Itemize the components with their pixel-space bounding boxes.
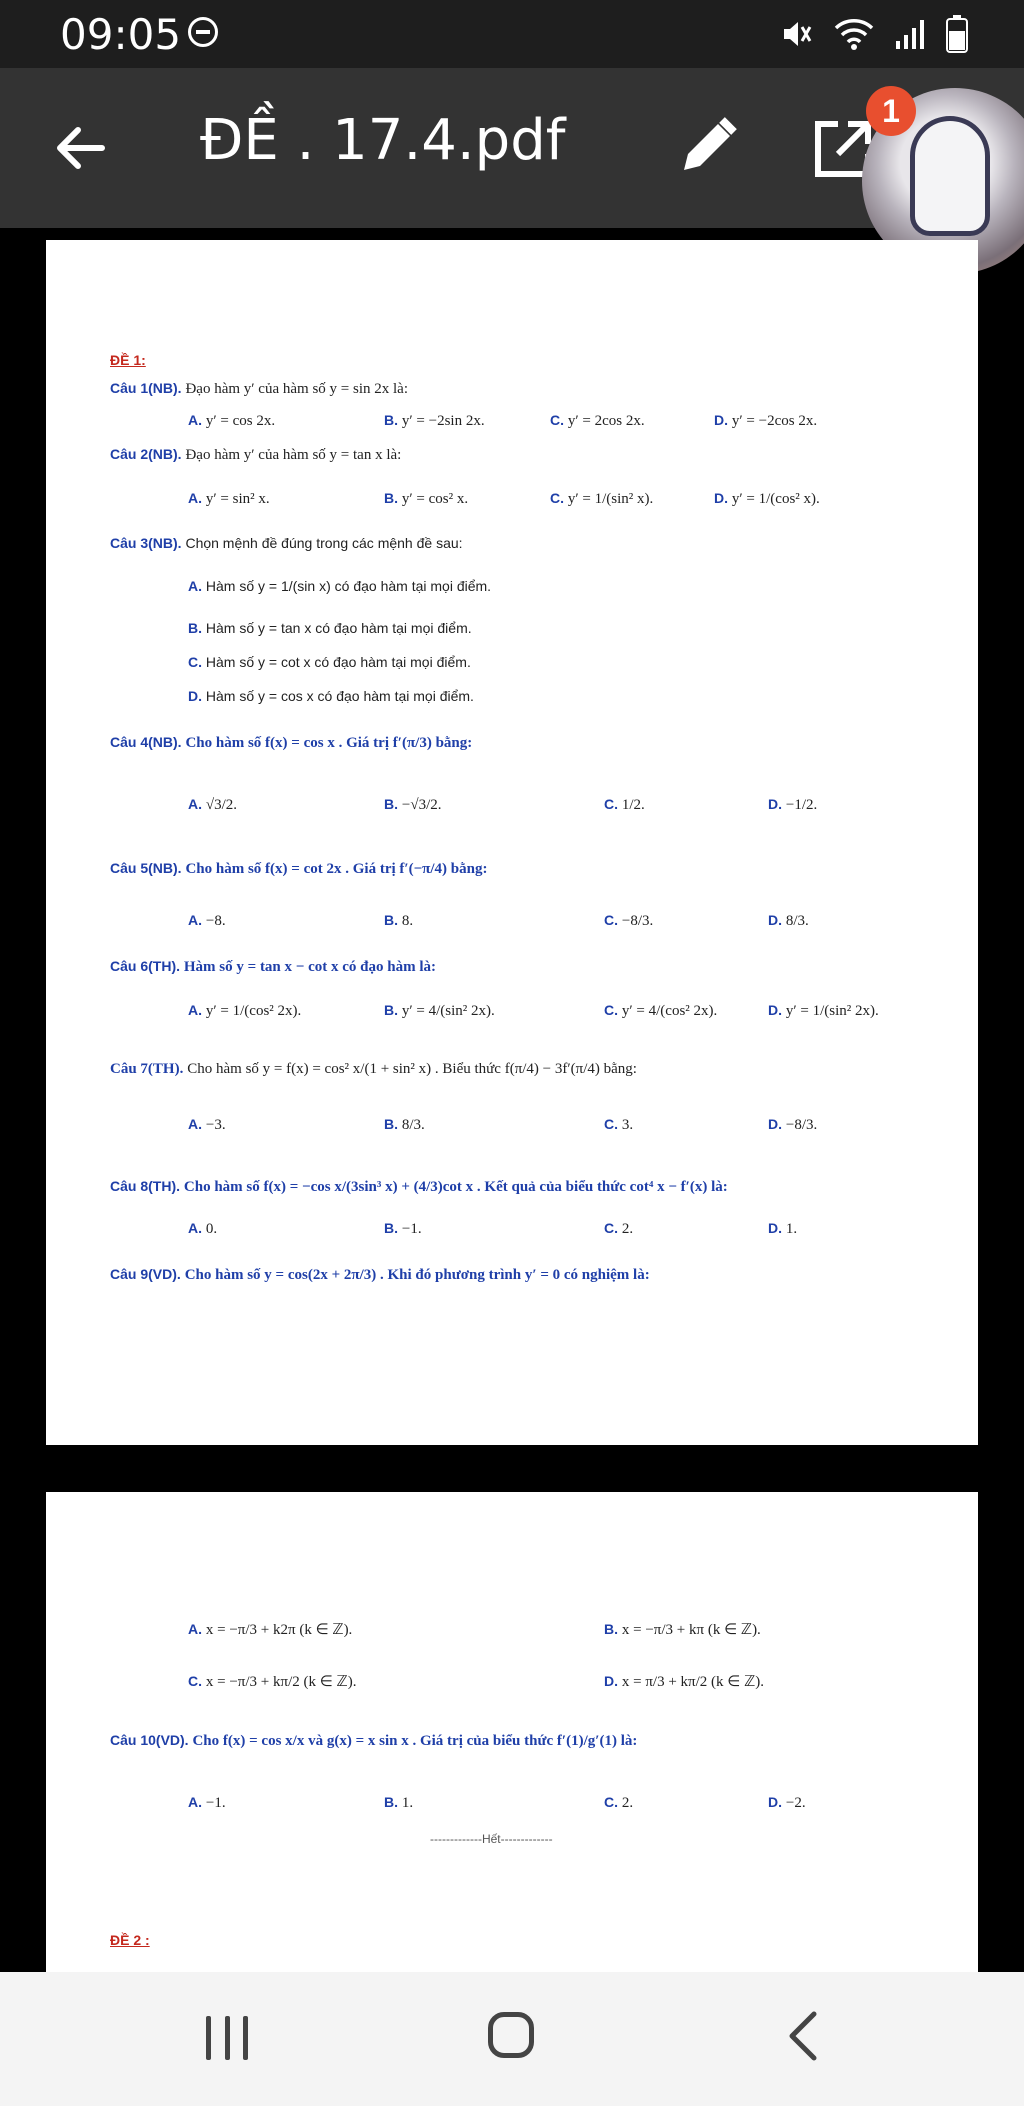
- option-a: A. y′ = cos 2x.: [188, 412, 276, 429]
- option-d: D. x = π/3 + kπ/2 (k ∈ ℤ).: [604, 1673, 765, 1690]
- question-label: Câu 9(VD).: [110, 1266, 181, 1282]
- option-d: D. y′ = −2cos 2x.: [714, 412, 818, 429]
- question-6: [110, 958, 436, 976]
- option-c: C. y′ = 1/(sin² x).: [550, 490, 654, 507]
- question-text: Chọn mệnh đề đúng trong các mệnh đề sau:: [185, 535, 463, 551]
- option-b: B. 1.: [384, 1794, 414, 1811]
- question-label: Câu 2(NB).: [110, 446, 182, 462]
- option-d: D. 1.: [768, 1220, 798, 1237]
- question-text: Đạo hàm y′ của hàm số y = tan x là:: [185, 447, 402, 463]
- question-10: [110, 1732, 637, 1750]
- option-a: A. √3/2.: [188, 796, 238, 813]
- question-text: Cho hàm số f(x) = cos x . Giá trị f′(π/3) bằng:: [185, 735, 473, 751]
- option-c: C. 3.: [604, 1116, 634, 1133]
- option-a: A. Hàm số y = 1/(sin x) có đạo hàm tại mọi điểm.: [188, 578, 492, 594]
- option-c: C. 2.: [604, 1794, 634, 1811]
- option-a: A. −1.: [188, 1794, 226, 1811]
- option-a: A. x = −π/3 + k2π (k ∈ ℤ).: [188, 1621, 353, 1638]
- option-c: C. −8/3.: [604, 912, 654, 929]
- question-text: Cho hàm số y = f(x) = cos² x/(1 + sin² x) . Biểu thức f(π/4) − 3f′(π/4) bằng:: [187, 1061, 637, 1077]
- back-arrow-icon[interactable]: [50, 118, 110, 178]
- mute-icon: [780, 17, 814, 51]
- status-bar: [0, 0, 1024, 68]
- pdf-page-1: [46, 240, 978, 1445]
- option-d: D. y′ = 1/(cos² x).: [714, 490, 820, 507]
- document-title: ĐỀ . 17.4.pdf: [200, 108, 566, 173]
- question-text: Đạo hàm y′ của hàm số y = sin 2x là:: [185, 381, 408, 397]
- question-text: Cho hàm số f(x) = −cos x/(3sin³ x) + (4/3)cot x . Kết quả của biểu thức cot⁴ x − f′(x) là:: [183, 1179, 728, 1195]
- option-d: D. −1/2.: [768, 796, 818, 813]
- question-2: [110, 446, 401, 464]
- option-c: C. x = −π/3 + kπ/2 (k ∈ ℤ).: [188, 1673, 357, 1690]
- option-b: B. 8/3.: [384, 1116, 425, 1133]
- option-a: A. y′ = 1/(cos² 2x).: [188, 1002, 302, 1019]
- option-d: D. 8/3.: [768, 912, 809, 929]
- pencil-icon[interactable]: [672, 112, 742, 182]
- wifi-icon: [832, 16, 876, 52]
- option-d: D. y′ = 1/(sin² 2x).: [768, 1002, 879, 1019]
- question-9: [110, 1266, 650, 1284]
- question-1: [110, 380, 408, 398]
- question-label: Câu 8(TH).: [110, 1178, 180, 1194]
- pdf-page-2: [46, 1492, 978, 1972]
- battery-icon: [946, 15, 968, 53]
- do-not-disturb-icon: [188, 17, 218, 47]
- question-8: [110, 1178, 728, 1196]
- notification-badge: 1: [866, 86, 916, 136]
- option-c: C. y′ = 4/(cos² 2x).: [604, 1002, 718, 1019]
- option-b: B. −√3/2.: [384, 796, 442, 813]
- system-nav-bar: [0, 1972, 1024, 2106]
- option-d: D. −2.: [768, 1794, 806, 1811]
- option-b: B. y′ = 4/(sin² 2x).: [384, 1002, 495, 1019]
- section-heading: ĐỀ 1:: [110, 352, 146, 368]
- option-c: C. Hàm số y = cot x có đạo hàm tại mọi điểm.: [188, 654, 471, 670]
- question-4: [110, 734, 472, 752]
- question-text: Cho hàm số y = cos(2x + 2π/3) . Khi đó phương trình y′ = 0 có nghiệm là:: [184, 1267, 650, 1283]
- question-text: Cho hàm số f(x) = cot 2x . Giá trị f′(−π/4) bằng:: [185, 861, 488, 877]
- question-label: Câu 6(TH).: [110, 958, 180, 974]
- question-5: [110, 860, 487, 878]
- home-icon[interactable]: [488, 2012, 534, 2058]
- option-c: C. 1/2.: [604, 796, 645, 813]
- question-label: Câu 10(VD).: [110, 1732, 189, 1748]
- end-marker: -------------Hết-------------: [430, 1832, 553, 1846]
- option-a: A. −3.: [188, 1116, 226, 1133]
- question-text: Hàm số y = tan x − cot x có đạo hàm là:: [183, 959, 436, 975]
- option-b: B. 8.: [384, 912, 414, 929]
- nav-back-icon[interactable]: [778, 2008, 828, 2064]
- option-d: D. −8/3.: [768, 1116, 818, 1133]
- option-b: B. x = −π/3 + kπ (k ∈ ℤ).: [604, 1621, 761, 1638]
- option-b: B. y′ = cos² x.: [384, 490, 469, 507]
- option-b: B. y′ = −2sin 2x.: [384, 412, 485, 429]
- option-c: C. y′ = 2cos 2x.: [550, 412, 645, 429]
- question-label: Câu 4(NB).: [110, 734, 182, 750]
- signal-icon: [894, 17, 928, 51]
- question-label: Câu 1(NB).: [110, 380, 182, 396]
- option-c: C. 2.: [604, 1220, 634, 1237]
- option-a: A. 0.: [188, 1220, 218, 1237]
- recent-apps-icon[interactable]: [206, 2016, 248, 2058]
- question-text: Cho f(x) = cos x/x và g(x) = x sin x . Giá trị của biểu thức f′(1)/g′(1) là:: [192, 1733, 638, 1749]
- option-a: A. y′ = sin² x.: [188, 490, 270, 507]
- question-label: Câu 5(NB).: [110, 860, 182, 876]
- option-d: D. Hàm số y = cos x có đạo hàm tại mọi điểm.: [188, 688, 474, 704]
- option-b: B. −1.: [384, 1220, 422, 1237]
- question-3: [110, 535, 463, 551]
- option-b: B. Hàm số y = tan x có đạo hàm tại mọi điểm.: [188, 620, 472, 636]
- option-a: A. −8.: [188, 912, 226, 929]
- question-label: Câu 7(TH).: [110, 1061, 184, 1077]
- question-7: [110, 1060, 637, 1078]
- question-label: Câu 3(NB).: [110, 535, 182, 551]
- status-icons: [780, 14, 968, 54]
- section-heading: ĐỀ 2 :: [110, 1932, 150, 1948]
- status-time: 09:05: [60, 10, 182, 59]
